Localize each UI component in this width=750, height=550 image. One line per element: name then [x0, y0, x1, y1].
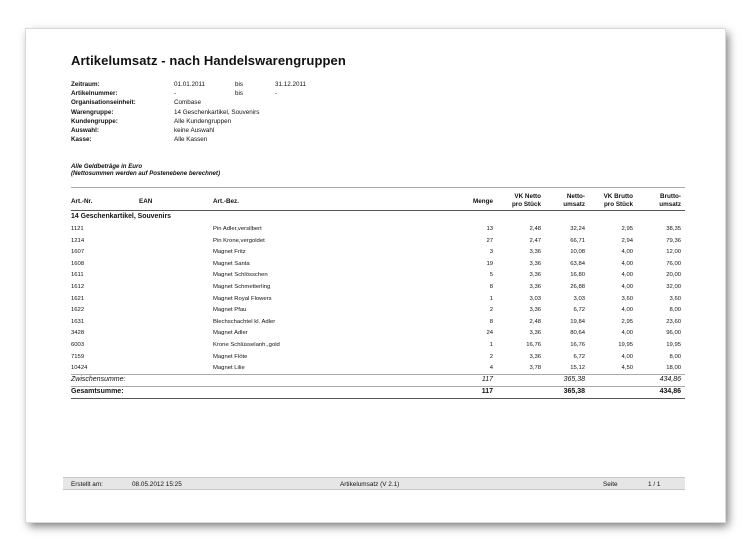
filter-value: 14 Geschenkartikel, Souvenirs [174, 108, 260, 116]
cell-art-nr: 10424 [71, 365, 88, 372]
table-row [26, 294, 725, 306]
table-row [26, 224, 725, 236]
cell-bruttoumsatz: 12,00 [666, 249, 681, 256]
cell-vk-netto: 2,47 [529, 237, 541, 244]
filter-label: Kundengruppe: [71, 117, 118, 125]
col-vk-brutto-line2: pro Stück [603, 200, 633, 208]
cell-nettoumsatz: 6,72 [573, 353, 585, 360]
group-title: 14 Geschenkartikel, Souvenirs [71, 213, 171, 220]
cell-vk-brutto: 4,00 [621, 260, 633, 267]
cell-art-bez: Magnet Flöte [213, 353, 248, 360]
cell-vk-netto: 3,03 [529, 295, 541, 302]
cell-bruttoumsatz: 18,00 [666, 365, 681, 372]
cell-bruttoumsatz: 8,00 [669, 353, 681, 360]
table-row [26, 317, 725, 329]
cell-art-bez: Pin Adler,versilbert [213, 226, 262, 232]
total-brutto: 434,86 [659, 388, 681, 395]
filter-label: Kasse: [71, 136, 92, 144]
filter-value: - [174, 90, 177, 98]
table-row [26, 236, 725, 248]
total-row [26, 388, 725, 398]
cell-bruttoumsatz: 8,00 [669, 307, 681, 314]
cell-vk-brutto: 2,95 [621, 318, 633, 325]
cell-art-bez: Krone Schlüsselanh.,gold [213, 341, 280, 348]
subtotal-label: Zwischensumme: [71, 376, 126, 383]
subtotal-brutto: 434,86 [659, 376, 681, 383]
header-bottom-rule [71, 210, 685, 211]
col-brutto-line2: umsatz [659, 200, 681, 208]
cell-bruttoumsatz: 23,60 [666, 318, 681, 325]
cell-art-bez: Magnet Schmetterling [213, 283, 271, 290]
subtotal-row [26, 376, 725, 386]
footer-created-label: Erstellt am: [71, 480, 103, 488]
col-menge: Menge [473, 198, 493, 205]
cell-vk-brutto: 4,50 [621, 365, 633, 372]
cell-nettoumsatz: 10,08 [570, 249, 585, 256]
filter-label: Warengruppe: [71, 108, 114, 116]
col-nettoumsatz [563, 193, 585, 208]
cell-art-bez: Magnet Lilie [213, 365, 245, 372]
cell-vk-netto: 3,78 [529, 365, 541, 372]
col-art-bez: Art.-Bez. [213, 198, 239, 205]
cell-menge: 8 [489, 283, 493, 290]
report-page [26, 29, 725, 522]
cell-art-bez: Magnet Fritz [213, 249, 246, 256]
cell-art-nr: 7159 [71, 353, 85, 360]
cell-vk-netto: 3,36 [529, 249, 541, 256]
cell-bruttoumsatz: 3,60 [669, 295, 681, 302]
col-bruttoumsatz [659, 193, 681, 208]
cell-menge: 2 [489, 307, 493, 314]
table-header [26, 191, 725, 215]
report-title: Artikelumsatz - nach Handelswarengruppen [71, 53, 346, 68]
cell-bruttoumsatz: 19,95 [666, 341, 681, 348]
table-row [26, 270, 725, 282]
cell-menge: 2 [489, 353, 493, 360]
currency-note [71, 163, 220, 178]
cell-vk-brutto: 4,00 [621, 272, 633, 279]
cell-art-bez: Pin Krone,vergoldet [213, 237, 265, 244]
table-row [26, 282, 725, 294]
cell-menge: 4 [489, 365, 493, 372]
cell-art-nr: 1611 [71, 272, 84, 279]
cell-vk-netto: 2,48 [529, 226, 541, 232]
cell-art-bez: Magnet Adler [213, 330, 248, 337]
table-row [26, 352, 725, 364]
footer-created-value: 08.05.2012 15:25 [132, 480, 182, 488]
header-top-rule [71, 187, 685, 188]
total-label: Gesamtsumme: [71, 388, 124, 395]
footer-page-value: 1 / 1 [648, 480, 661, 488]
filter-bis: bis [235, 90, 244, 98]
footer-report-name: Artikelumsatz (V 2.1) [340, 480, 400, 488]
cell-menge: 3 [489, 249, 493, 256]
cell-art-nr: 1608 [71, 260, 85, 267]
cell-nettoumsatz: 6,72 [573, 307, 585, 314]
cell-nettoumsatz: 63,84 [570, 260, 585, 267]
cell-art-nr: 1621 [71, 295, 85, 302]
subtotal-menge: 117 [481, 376, 493, 383]
cell-menge: 8 [489, 318, 493, 325]
cell-nettoumsatz: 16,76 [570, 341, 585, 348]
cell-art-bez: Magnet Schlösschen [213, 272, 268, 279]
cell-art-bez: Magnet Santa [213, 260, 250, 267]
cell-nettoumsatz: 3,03 [573, 295, 585, 302]
cell-vk-netto: 3,36 [529, 330, 541, 337]
note-line-2: (Nettosummen werden auf Postenebene berechnet) [71, 170, 220, 178]
cell-art-bez: Magnet Pfau [213, 307, 247, 314]
cell-art-nr: 1607 [71, 249, 85, 256]
cell-bruttoumsatz: 38,35 [666, 226, 681, 232]
cell-vk-netto: 3,36 [529, 353, 541, 360]
table-row [26, 259, 725, 271]
cell-menge: 27 [486, 237, 493, 244]
table-row [26, 340, 725, 352]
cell-bruttoumsatz: 76,00 [666, 260, 681, 267]
filter-label: Zeitraum: [71, 81, 100, 88]
col-ean: EAN [139, 198, 153, 205]
table-row [26, 328, 725, 340]
table-row [26, 305, 725, 317]
table-row [26, 247, 725, 259]
cell-vk-brutto: 19,95 [618, 341, 633, 348]
filter-bis: bis [235, 81, 244, 88]
report-footer [63, 477, 685, 490]
filter-value: Alle Kundengruppen [174, 117, 232, 125]
cell-art-nr: 1121 [71, 226, 84, 232]
cell-vk-brutto: 2,94 [621, 237, 633, 244]
cell-nettoumsatz: 66,71 [570, 237, 585, 244]
filter-value-to: 31.12.2011 [275, 81, 307, 88]
col-brutto-line1: Brutto- [660, 193, 681, 200]
cell-menge: 13 [486, 226, 493, 232]
cell-vk-brutto: 3,60 [621, 295, 633, 302]
total-bottom-rule [71, 398, 685, 399]
cell-nettoumsatz: 16,80 [570, 272, 585, 279]
cell-art-nr: 6003 [71, 341, 85, 348]
cell-vk-brutto: 4,00 [621, 353, 633, 360]
cell-vk-brutto: 2,95 [621, 226, 633, 232]
cell-art-bez: Blechschachtel kl. Adler [213, 318, 276, 325]
cell-bruttoumsatz: 20,00 [666, 272, 681, 279]
cell-bruttoumsatz: 79,36 [666, 237, 681, 244]
cell-art-nr: 3428 [71, 330, 85, 337]
cell-nettoumsatz: 26,88 [570, 283, 585, 290]
cell-vk-netto: 3,36 [529, 307, 541, 314]
col-vk-brutto-line1: VK Brutto [603, 193, 633, 200]
cell-art-nr: 1612 [71, 283, 85, 290]
cell-art-bez: Magnet Royal Flowers [213, 295, 272, 302]
cell-art-nr: 1214 [71, 237, 85, 244]
cell-vk-netto: 2,48 [529, 318, 541, 325]
total-menge: 117 [481, 388, 493, 395]
filter-label: Auswahl: [71, 126, 99, 134]
footer-page-label: Seite [603, 480, 618, 488]
subtotal-rule [71, 374, 685, 375]
cell-vk-brutto: 4,00 [621, 283, 633, 290]
col-netto-line1: Netto- [566, 193, 585, 200]
cell-menge: 19 [486, 260, 493, 267]
cell-vk-netto: 3,36 [529, 283, 541, 290]
cell-vk-netto: 3,36 [529, 260, 541, 267]
cell-vk-brutto: 4,00 [621, 330, 633, 337]
filter-value: keine Auswahl [174, 126, 215, 134]
filter-label: Organisationseinheit: [71, 99, 136, 107]
col-vk-brutto [604, 193, 633, 208]
table-body [26, 224, 725, 375]
filter-value: 01.01.2011 [174, 81, 206, 88]
cell-nettoumsatz: 15,12 [570, 365, 585, 372]
cell-art-nr: 1622 [71, 307, 85, 314]
cell-art-nr: 1631 [71, 318, 85, 325]
cell-vk-brutto: 4,00 [621, 307, 633, 314]
cell-vk-netto: 3,36 [529, 272, 541, 279]
filter-value: Alle Kassen [174, 136, 208, 144]
total-netto: 365,38 [563, 388, 585, 395]
cell-vk-brutto: 4,00 [621, 249, 633, 256]
col-vk-netto-line2: pro Stück [511, 200, 541, 208]
filter-value-to: - [275, 90, 278, 98]
cell-menge: 1 [489, 341, 493, 348]
total-rule [71, 386, 685, 387]
cell-nettoumsatz: 19,84 [570, 318, 585, 325]
subtotal-netto: 365,38 [563, 376, 585, 383]
col-vk-netto-line1: VK Netto [514, 193, 541, 200]
col-vk-netto [512, 193, 541, 208]
cell-menge: 1 [489, 295, 493, 302]
col-art-nr: Art.-Nr. [71, 198, 93, 205]
cell-menge: 5 [489, 272, 493, 279]
cell-menge: 24 [486, 330, 493, 337]
cell-vk-netto: 16,76 [526, 341, 541, 348]
filter-value: Combase [174, 99, 201, 107]
col-netto-line2: umsatz [563, 200, 585, 208]
table-row [26, 363, 725, 375]
cell-bruttoumsatz: 32,00 [666, 283, 681, 290]
cell-nettoumsatz: 80,64 [570, 330, 585, 337]
filter-label: Artikelnummer: [71, 90, 118, 98]
cell-nettoumsatz: 32,24 [570, 226, 585, 232]
note-line-1: Alle Geldbeträge in Euro [71, 163, 143, 170]
cell-bruttoumsatz: 96,00 [666, 330, 681, 337]
